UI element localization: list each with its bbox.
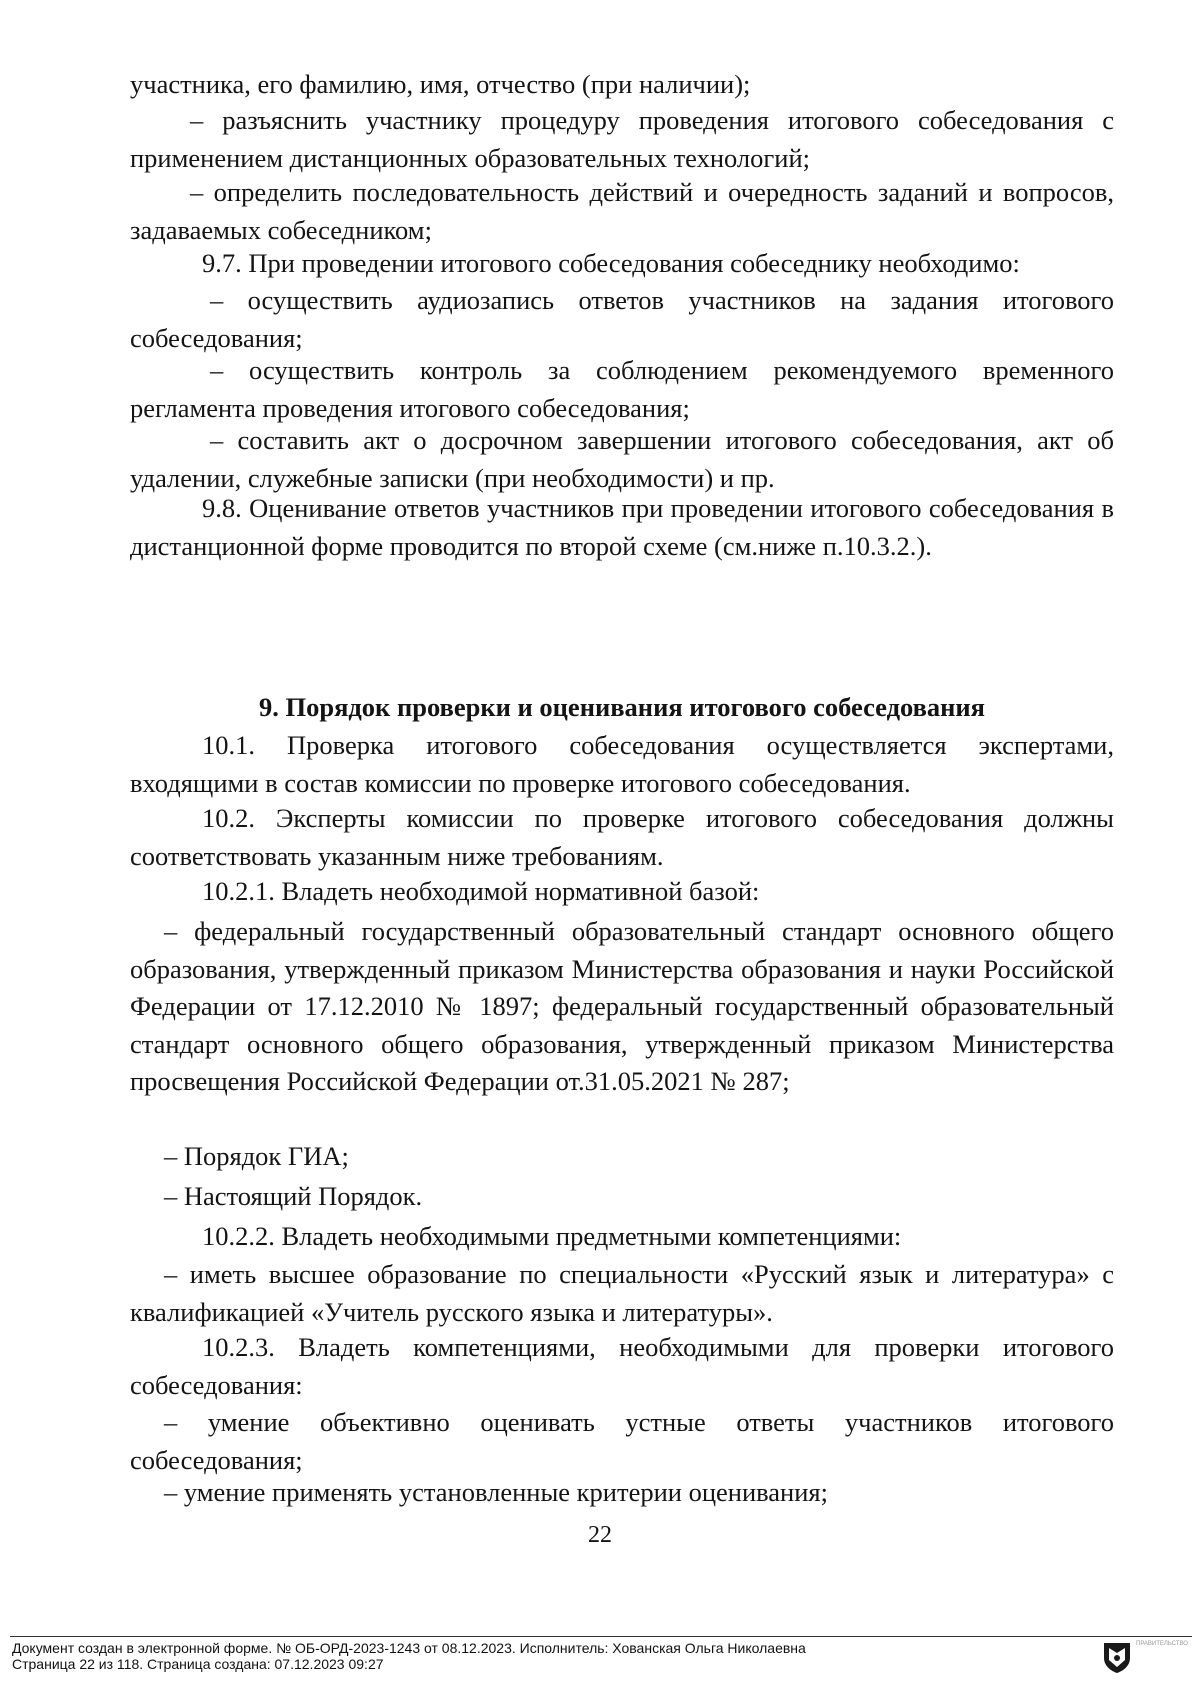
- emblem-caption: [1136, 1641, 1196, 1648]
- paragraph-fgos-list: – федеральный государственный образовательный стандарт основного общего образования, утвержденный приказом Министерства образования и науки Российской Федерации от 17.12.2010 № 1897; федеральный государственный образовательный стандарт основного общего образования, утвержденный приказом Министерства просвещения Российской Федерации от.31.05.2021 № 287;: [130, 916, 1114, 1096]
- paragraph-determine-sequence: – определить последовательность действий и очередность заданий и вопросов, задаваемых собеседником;: [130, 177, 1114, 245]
- footer-divider: [10, 1636, 1192, 1637]
- paragraph-10-1: 10.1. Проверка итогового собеседования осуществляется экспертами, входящими в состав комиссии по проверке итогового собеседования.: [130, 730, 1114, 798]
- footer: [12, 1640, 1072, 1672]
- paragraph-higher-education: – иметь высшее образование по специальности «Русский язык и литература» с квалификацией «Учитель русского языка и литературы».: [130, 1259, 1114, 1327]
- paragraph-continuation: участника, его фамилию, имя, отчество (при наличии);: [130, 69, 751, 99]
- paragraph-9-7: 9.7. При проведении итогового собеседования собеседнику необходимо:: [202, 248, 1020, 278]
- paragraph-audio-recording: – осуществить аудиозапись ответов участников на задания итогового собеседования;: [130, 285, 1114, 353]
- emblem-caption-text: ПРАВИТЕЛЬСТВО: [1136, 1641, 1188, 1647]
- page-number: 22: [588, 1522, 612, 1548]
- paragraph-9-8: 9.8. Оценивание ответов участников при проведении итогового собеседования в дистанционной форме проводится по второй схеме (см.ниже п.10.3.2.).: [130, 493, 1114, 561]
- paragraph-compose-act: – составить акт о досрочном завершении итогового собеседования, акт об удалении, служебные записки (при необходимости) и пр.: [130, 425, 1114, 493]
- list-item-current-order: – Настоящий Порядок.: [164, 1181, 423, 1211]
- paragraph-10-2-1: 10.2.1. Владеть необходимой нормативной базой:: [202, 876, 760, 906]
- coat-of-arms-icon: [1100, 1640, 1134, 1674]
- paragraph-time-control: – осуществить контроль за соблюдением рекомендуемого временного регламента проведения итогового собеседования;: [130, 355, 1114, 423]
- section-heading: 9. Порядок проверки и оценивания итогового собеседования: [258, 692, 986, 722]
- paragraph-explain-procedure: – разъяснить участнику процедуру проведения итогового собеседования с применением дистанционных образовательных технологий;: [130, 105, 1114, 173]
- paragraph-10-2-2: 10.2.2. Владеть необходимыми предметными компетенциями:: [202, 1221, 902, 1251]
- paragraph-10-2: 10.2. Эксперты комиссии по проверке итогового собеседования должны соответствовать указанным ниже требованиям.: [130, 803, 1114, 871]
- footer-document-info: Документ создан в электронной форме. № ОБ-ОРД-2023-1243 от 08.12.2023. Исполнитель: Хованская Ольга Николаевна: [12, 1640, 806, 1656]
- paragraph-10-2-3: 10.2.3. Владеть компетенциями, необходимыми для проверки итогового собеседования:: [130, 1332, 1114, 1400]
- footer-page-info: Страница 22 из 118. Страница создана: 07.12.2023 09:27: [12, 1656, 384, 1672]
- list-item-gia: – Порядок ГИА;: [164, 1141, 349, 1171]
- list-item-objective-evaluation: – умение объективно оценивать устные ответы участников итогового собеседования;: [130, 1407, 1114, 1475]
- list-item-apply-criteria: – умение применять установленные критерии оценивания;: [164, 1477, 828, 1507]
